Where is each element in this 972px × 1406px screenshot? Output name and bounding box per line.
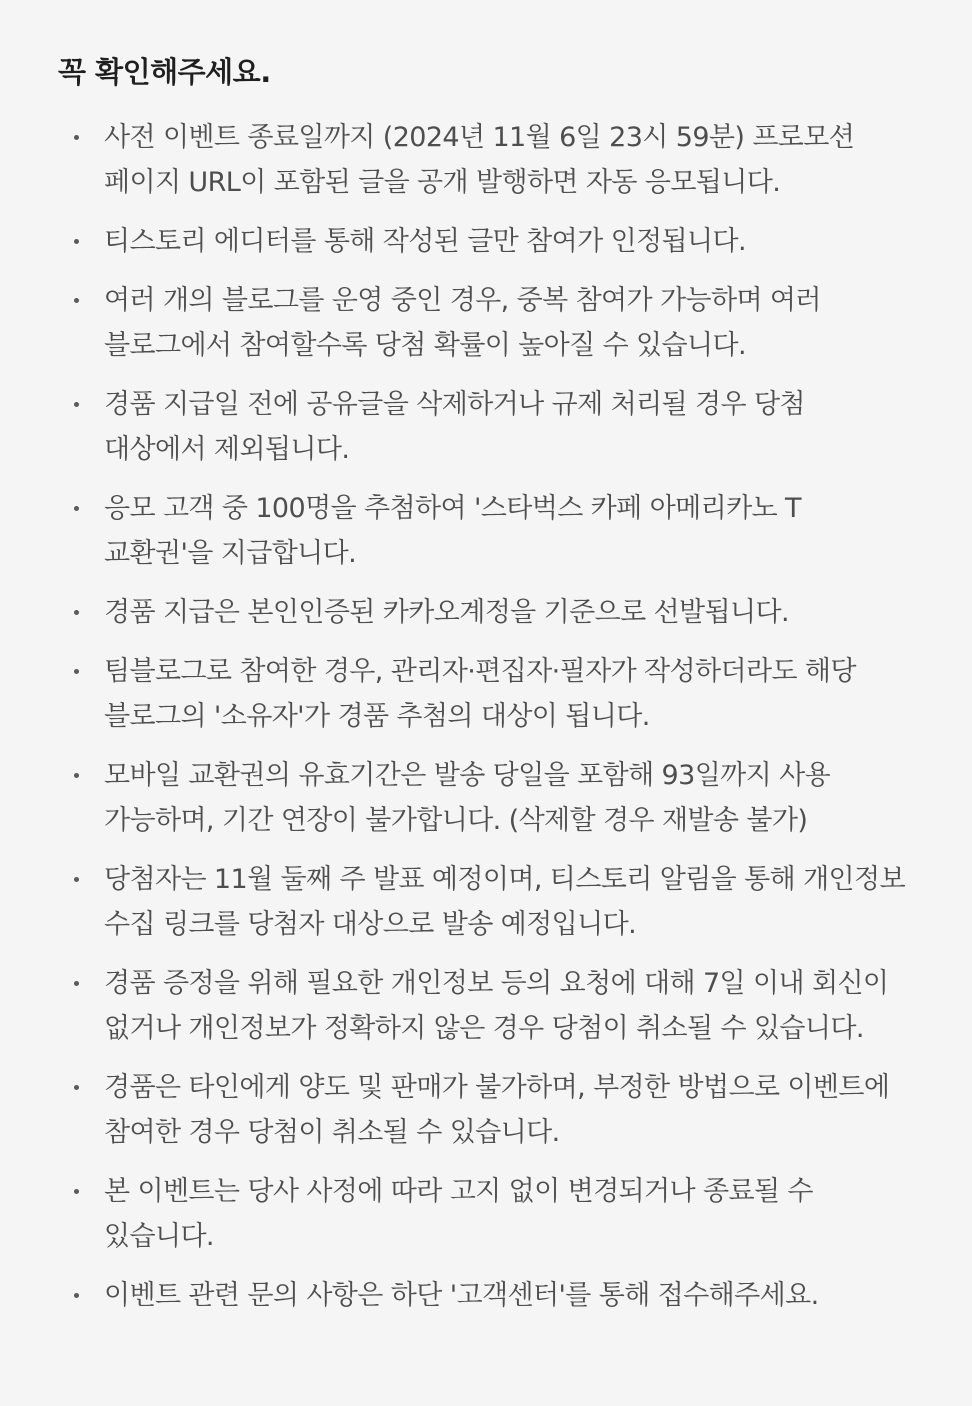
notice-item-text: 이벤트 관련 문의 사항은 하단 '고객센터'를 통해 접수해주세요.	[104, 1280, 819, 1311]
notice-item-11	[58, 1065, 914, 1155]
bullet-icon	[74, 298, 79, 303]
notice-list	[58, 115, 914, 1318]
notice-item-text: 팀블로그로 참여한 경우, 관리자·편집자·필자가 작성하더라도 해당 블로그의 '소유자'가 경품 추첨의 대상이 됩니다.	[104, 656, 856, 732]
bullet-icon	[74, 239, 79, 244]
bullet-icon	[74, 610, 79, 615]
notice-item-1	[58, 115, 914, 205]
notice-item-4	[58, 382, 914, 472]
notice-item-text: 여러 개의 블로그를 운영 중인 경우, 중복 참여가 가능하며 여러 블로그에서 참여할수록 당첨 확률이 높아질 수 있습니다.	[104, 285, 821, 361]
notice-item-text: 경품 지급은 본인인증된 카카오계정을 기준으로 선발됩니다.	[104, 597, 789, 628]
bullet-icon	[74, 1189, 79, 1194]
notice-item-13	[58, 1273, 914, 1318]
notice-item-text: 당첨자는 11월 둘째 주 발표 예정이며, 티스토리 알림을 통해 개인정보 수집 링크를 당첨자 대상으로 발송 예정입니다.	[104, 864, 905, 940]
notice-item-text: 사전 이벤트 종료일까지 (2024년 11월 6일 23시 59분) 프로모션 페이지 URL이 포함된 글을 공개 발행하면 자동 응모됩니다.	[104, 122, 855, 198]
notice-item-10	[58, 961, 914, 1051]
notice-item-6	[58, 590, 914, 635]
notice-item-2	[58, 219, 914, 264]
bullet-icon	[74, 402, 79, 407]
notice-item-text: 모바일 교환권의 유효기간은 발송 당일을 포함해 93일까지 사용 가능하며, 기간 연장이 불가합니다. (삭제할 경우 재발송 불가)	[104, 760, 831, 836]
notice-item-text: 경품은 타인에게 양도 및 판매가 불가하며, 부정한 방법으로 이벤트에 참여한 경우 당첨이 취소될 수 있습니다.	[104, 1072, 890, 1148]
bullet-icon	[74, 773, 79, 778]
bullet-icon	[74, 1085, 79, 1090]
bullet-icon	[74, 1293, 79, 1298]
notice-item-text: 경품 증정을 위해 필요한 개인정보 등의 요청에 대해 7일 이내 회신이 없거나 개인정보가 정확하지 않은 경우 당첨이 취소될 수 있습니다.	[104, 968, 889, 1044]
notice-item-3	[58, 278, 914, 368]
notice-title: 꼭 확인해주세요.	[58, 55, 271, 89]
bullet-icon	[74, 877, 79, 882]
notice-item-text: 본 이벤트는 당사 사정에 따라 고지 없이 변경되거나 종료될 수 있습니다.	[104, 1176, 813, 1252]
bullet-icon	[74, 669, 79, 674]
notice-item-8	[58, 753, 914, 843]
bullet-icon	[74, 135, 79, 140]
notice-item-text: 경품 지급일 전에 공유글을 삭제하거나 규제 처리될 경우 당첨 대상에서 제외됩니다.	[104, 389, 805, 465]
notice-item-7	[58, 649, 914, 739]
notice-item-9	[58, 857, 914, 947]
notice-item-text: 응모 고객 중 100명을 추첨하여 '스타벅스 카페 아메리카노 T 교환권'을 지급합니다.	[104, 493, 801, 569]
bullet-icon	[74, 981, 79, 986]
notice-item-5	[58, 486, 914, 576]
notice-item-text: 티스토리 에디터를 통해 작성된 글만 참여가 인정됩니다.	[104, 226, 746, 257]
notice-item-12	[58, 1169, 914, 1259]
bullet-icon	[74, 506, 79, 511]
